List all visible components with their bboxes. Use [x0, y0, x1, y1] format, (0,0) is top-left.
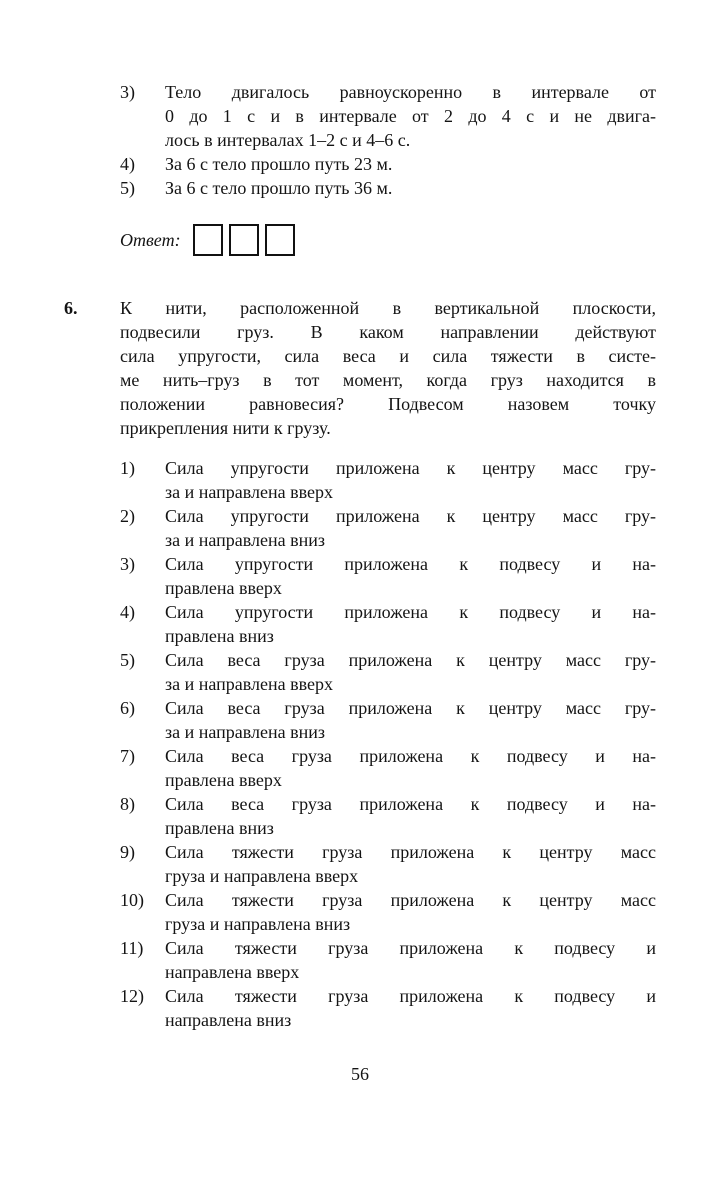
option-row: [120, 600, 656, 648]
text-line: правлена вниз: [165, 626, 274, 646]
text-line: Сила упругости приложена к центру масс гру-: [165, 506, 656, 526]
text-line: прикрепления нити к грузу.: [120, 418, 331, 438]
text-line: Сила веса груза приложена к подвесу и на-: [165, 746, 656, 766]
option-row: [120, 552, 656, 600]
answer-box: [193, 224, 223, 256]
text-line: Тело двигалось равноускоренно в интервале от: [165, 82, 656, 102]
text-line: за и направлена вверх: [165, 674, 333, 694]
question-text: [120, 296, 656, 440]
text-line: Сила тяжести груза приложена к подвесу и: [165, 986, 656, 1006]
text-line: направлена вверх: [165, 962, 300, 982]
text-line: правлена вниз: [165, 818, 274, 838]
text-line: подвесили груз. В каком направлении действуют: [120, 322, 656, 342]
text-line: Сила упругости приложена к подвесу и на-: [165, 554, 656, 574]
option-number: 7): [120, 746, 135, 766]
option-row: [120, 744, 656, 792]
option-text: [165, 504, 656, 552]
text-line: Сила веса груза приложена к центру масс гру-: [165, 698, 656, 718]
option-row: [120, 648, 656, 696]
option-row: [120, 888, 656, 936]
answer-box: [229, 224, 259, 256]
option-row: [120, 456, 656, 504]
question-6: [64, 296, 656, 1032]
option-number: 3): [120, 554, 135, 574]
option-text: [165, 648, 656, 696]
text-line: К нити, расположенной в вертикальной плоскости,: [120, 298, 656, 318]
option-number: 4): [120, 154, 135, 174]
option-text: [165, 840, 656, 888]
option-row: [120, 792, 656, 840]
option-text: [165, 80, 656, 152]
text-line: 0 до 1 с и в интервале от 2 до 4 с и не двига-: [165, 106, 656, 126]
answer-label: Ответ:: [120, 230, 181, 250]
text-line: Сила упругости приложена к подвесу и на-: [165, 602, 656, 622]
text-line: груза и направлена вверх: [165, 866, 359, 886]
text-line: за и направлена вниз: [165, 530, 325, 550]
option-text: [165, 456, 656, 504]
text-line: Сила тяжести груза приложена к подвесу и: [165, 938, 656, 958]
option-text: [165, 792, 656, 840]
option-number: 6): [120, 698, 135, 718]
answer-boxes: [193, 224, 301, 256]
text-line: правлена вверх: [165, 578, 282, 598]
option-row: [120, 504, 656, 552]
text-line: За 6 с тело прошло путь 23 м.: [165, 154, 393, 174]
option-number: 5): [120, 178, 135, 198]
option-number: 8): [120, 794, 135, 814]
option-number: 2): [120, 506, 135, 526]
option-number: 11): [120, 938, 144, 958]
text-line: за и направлена вниз: [165, 722, 325, 742]
text-line: Сила тяжести груза приложена к центру масс: [165, 842, 656, 862]
option-text: [165, 696, 656, 744]
text-line: За 6 с тело прошло путь 36 м.: [165, 178, 393, 198]
option-text: [165, 888, 656, 936]
text-line: груза и направлена вниз: [165, 914, 351, 934]
page-number: 56: [351, 1064, 369, 1084]
option-row: [120, 696, 656, 744]
option-number: 5): [120, 650, 135, 670]
text-line: сила упругости, сила веса и сила тяжести в систе-: [120, 346, 656, 366]
text-line: Сила веса груза приложена к подвесу и на-: [165, 794, 656, 814]
option-row: [120, 984, 656, 1032]
prev-question-options: [120, 80, 656, 200]
text-line: ме нить–груз в тот момент, когда груз находится в: [120, 370, 656, 390]
option-text: [165, 152, 656, 176]
option-row: [120, 152, 656, 176]
answer-box: [265, 224, 295, 256]
page-content: [64, 80, 656, 1032]
text-line: направлена вниз: [165, 1010, 292, 1030]
answer-row: [120, 224, 656, 256]
option-number: 9): [120, 842, 135, 862]
text-line: Сила тяжести груза приложена к центру масс: [165, 890, 656, 910]
option-number: 10): [120, 890, 144, 910]
option-row: [120, 80, 656, 152]
text-line: лось в интервалах 1–2 с и 4–6 с.: [165, 130, 411, 150]
option-text: [165, 552, 656, 600]
option-row: [120, 936, 656, 984]
option-number: 12): [120, 986, 144, 1006]
option-text: [165, 984, 656, 1032]
option-row: [120, 176, 656, 200]
question-number: 6.: [64, 298, 78, 318]
option-text: [165, 936, 656, 984]
option-number: 3): [120, 82, 135, 102]
option-text: [165, 176, 656, 200]
option-text: [165, 744, 656, 792]
option-text: [165, 600, 656, 648]
question-6-options: [120, 456, 656, 1032]
text-line: положении равновесия? Подвесом назовем точку: [120, 394, 656, 414]
text-line: Сила веса груза приложена к центру масс гру-: [165, 650, 656, 670]
text-line: Сила упругости приложена к центру масс гру-: [165, 458, 656, 478]
option-row: [120, 840, 656, 888]
option-number: 1): [120, 458, 135, 478]
option-number: 4): [120, 602, 135, 622]
text-line: за и направлена вверх: [165, 482, 333, 502]
text-line: правлена вверх: [165, 770, 282, 790]
